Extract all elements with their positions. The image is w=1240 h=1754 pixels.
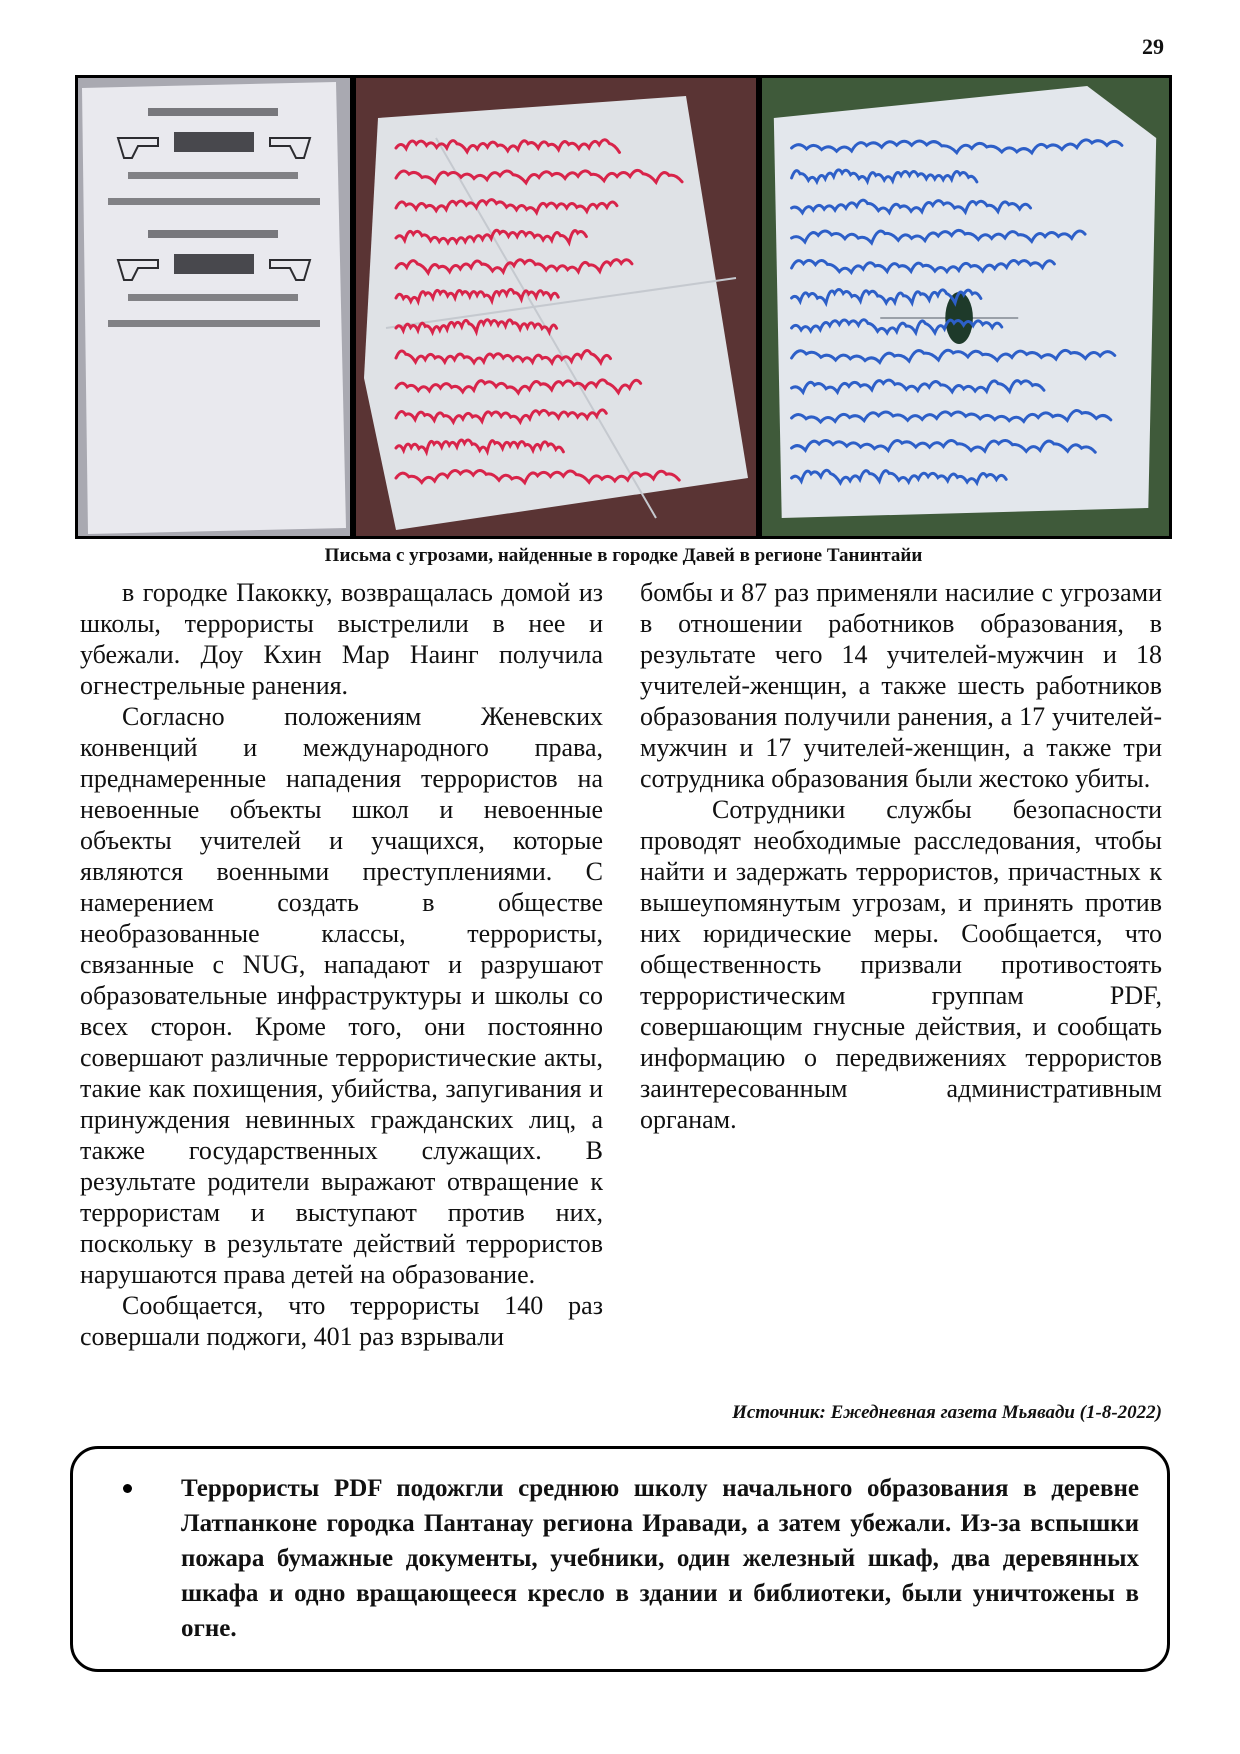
photo-strip bbox=[75, 75, 1172, 539]
figure-caption: Письма с угрозами, найденные в городке Давей в регионе Танинтайи bbox=[324, 545, 923, 566]
article-paragraph: бомбы и 87 раз применяли насилие с угрозами в отношении работников образования, в результате чего 14 учителей-мужчин и 18 учителей-женщин, а также шесть работников образования получили ранения, а 17 учителей-мужчин и 17 учителей-женщин, а также три сотрудника образования были жестоко убиты. bbox=[640, 578, 1162, 793]
article-paragraph: Сообщается, что террористы 140 раз совершали поджоги, 401 раз взрывали bbox=[80, 1291, 603, 1351]
article-paragraph: Согласно положениям Женевских конвенций и международного права, преднамеренные нападения террористов на невоенные объекты школ и невоенные объекты учителей и учащихся, которые являются военными преступлениями. С намерением создать в обществе необразованные классы, террористы, связанные с NUG, нападают и разрушают образовательные инфраструктуры и школы со всех сторон. Кроме того, они постоянно совершают различные террористические акты, такие как похищения, убийства, запугивания и принуждения невинных гражданских лиц, а также государственных служащих. В результате родители выражают отвращение к террористам и выступают против них, поскольку в результате действий террористов нарушаются права детей на образование. bbox=[80, 702, 603, 1289]
bullet-icon bbox=[123, 1484, 132, 1493]
photo-blue-letter bbox=[762, 78, 1169, 536]
news-callout-box bbox=[70, 1446, 1170, 1672]
photo-printed-leaflet bbox=[78, 78, 350, 536]
article-paragraph: Сотрудники службы безопасности проводят необходимые расследования, чтобы найти и задержать террористов, причастных к вышеупомянутым угрозам, и принять против них юридические меры. Сообщается, что общественность призвали противостоять террористическим группам PDF, совершающим гнусные действия, и сообщать информацию о передвижениях террористов заинтересованным административным органам. bbox=[640, 795, 1162, 1134]
photo-red-letter bbox=[356, 78, 756, 536]
article-source: Источник: Ежедневная газета Мьявади (1-8-2022) bbox=[732, 1402, 1162, 1423]
callout-text: Террористы PDF подожгли среднюю школу начального образования в деревне Латпанконе городка Пантанау региона Иравади, а затем убежали. Из-за вспышки пожара бумажные документы, учебники, один железный шкаф, два деревянных шкафа и одно вращающееся кресло в здании и библиотеки, были уничтожены в огне. bbox=[181, 1475, 1139, 1642]
article-right-column bbox=[640, 577, 1162, 1135]
callout-bullet-item bbox=[123, 1471, 1139, 1646]
page-number: 29 bbox=[1142, 34, 1164, 59]
article-paragraph: в городке Пакокку, возвращалась домой из школы, террористы выстрелили в нее и убежали. Доу Кхин Мар Наинг получила огнестрельные ранения. bbox=[80, 578, 603, 700]
article-left-column bbox=[80, 577, 603, 1352]
